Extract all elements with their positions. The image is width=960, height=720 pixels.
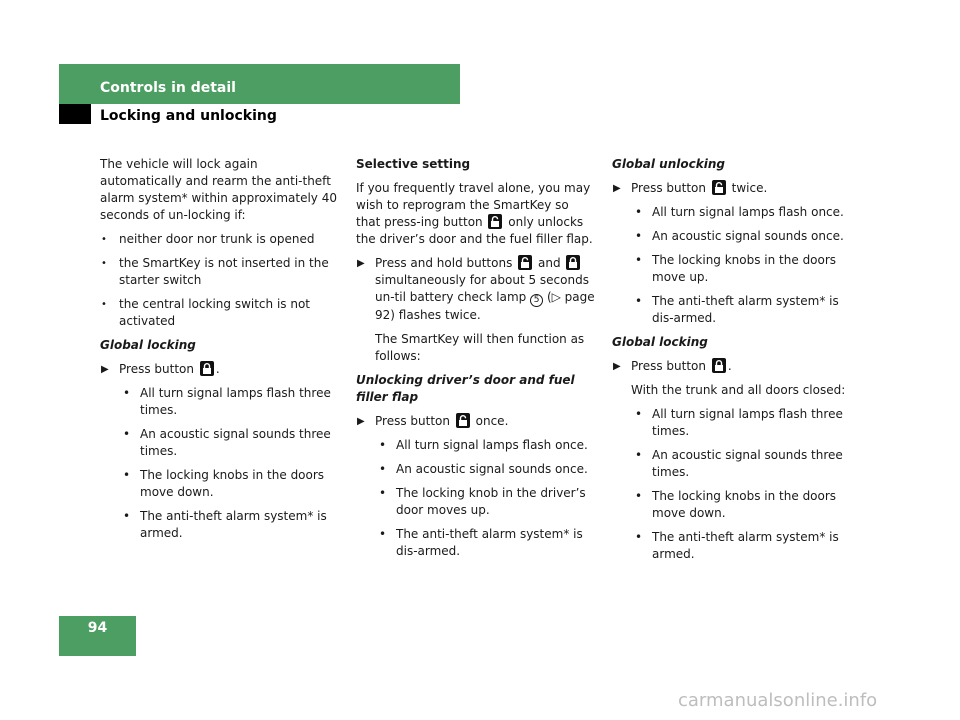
- arrow-icon: ▶: [357, 416, 365, 427]
- bullet: •: [635, 253, 643, 267]
- function-note: The SmartKey will then function as follows:: [375, 332, 585, 363]
- list-item: • neither door nor trunk is opened: [101, 232, 315, 246]
- bullet: •: [123, 509, 131, 523]
- lock-icon: [712, 358, 726, 373]
- battery-lamp-number: 5: [530, 294, 543, 307]
- bullet: •: [635, 294, 643, 308]
- header-tab: [59, 104, 91, 124]
- instruction-step: ▶ Press button .: [613, 359, 732, 373]
- instruction-step: ▶ Press button twice.: [613, 181, 768, 195]
- list-item: • All turn signal lamps flash once.: [635, 205, 844, 219]
- section-title: Controls in detail: [100, 80, 236, 96]
- list-item: • The anti-theft alarm system* is armed.: [123, 509, 327, 540]
- auto-relock-intro: The vehicle will lock again automatically and rearm the anti-theft alarm system* within approximately 40 seconds of un-locking if:: [100, 157, 337, 222]
- bullet: •: [635, 448, 643, 462]
- instruction-step: ▶ Press button .: [101, 362, 220, 376]
- bullet: •: [635, 407, 643, 421]
- list-item: • An acoustic signal sounds three times.: [635, 448, 843, 479]
- list-item: • The anti-theft alarm system* is dis-armed.: [635, 294, 839, 325]
- page-reference: (▷ page 92): [375, 290, 595, 322]
- list-item: • The locking knobs in the doors move up.: [635, 253, 837, 284]
- unlock-icon: [456, 413, 470, 428]
- column-1: [100, 156, 340, 549]
- lock-icon: [200, 361, 214, 376]
- instruction-step: ▶ Press and hold buttons and simultaneously for about 5 seconds un-til battery check lamp 5 (▷ page 92) flashes twice.: [357, 256, 595, 322]
- list-item: • An acoustic signal sounds once.: [635, 229, 844, 243]
- list-item: • The locking knob in the driver’s door moves up.: [379, 486, 586, 517]
- selective-setting-heading: Selective setting: [356, 157, 471, 171]
- bullet: •: [101, 299, 107, 310]
- instruction-step: ▶ Press button once.: [357, 414, 509, 428]
- list-item: • the SmartKey is not inserted in the starter switch: [101, 256, 329, 287]
- list-item: • The locking knobs in the doors move down.: [123, 468, 325, 499]
- arrow-icon: ▶: [101, 364, 109, 375]
- unlock-icon: [518, 255, 532, 270]
- bullet: •: [379, 462, 387, 476]
- bullet: •: [123, 386, 131, 400]
- locking-condition: With the trunk and all doors closed:: [631, 383, 846, 397]
- bullet: •: [379, 486, 387, 500]
- list-item: • All turn signal lamps flash three times.: [635, 407, 843, 438]
- list-item: • The anti-theft alarm system* is dis-armed.: [379, 527, 583, 558]
- bullet: •: [379, 438, 387, 452]
- list-item: • An acoustic signal sounds three times.: [123, 427, 331, 458]
- global-locking-heading: Global locking: [100, 338, 196, 352]
- list-item: • An acoustic signal sounds once.: [379, 462, 588, 476]
- subsection-title: Locking and unlocking: [100, 108, 277, 124]
- list-item: • the central locking switch is not activated: [101, 297, 311, 328]
- global-locking-heading: Global locking: [612, 335, 708, 349]
- list-item: • All turn signal lamps flash three times.: [123, 386, 331, 417]
- list-item: • All turn signal lamps flash once.: [379, 438, 588, 452]
- selective-setting-intro: If you frequently travel alone, you may wish to reprogram the SmartKey so that press-ing button only unlocks the driver’s door and the fuel filler flap.: [356, 181, 593, 246]
- lock-icon: [566, 255, 580, 270]
- bullet: •: [101, 234, 107, 245]
- page-number: 94: [87, 620, 108, 636]
- bullet: •: [635, 530, 643, 544]
- watermark: carmanualsonline.info: [678, 690, 878, 711]
- column-2: [356, 156, 596, 567]
- bullet: •: [123, 468, 131, 482]
- bullet: •: [635, 229, 643, 243]
- bullet: •: [101, 258, 107, 269]
- arrow-icon: ▶: [613, 183, 621, 194]
- global-unlocking-heading: Global unlocking: [612, 157, 725, 171]
- list-item: • The anti-theft alarm system* is armed.: [635, 530, 839, 561]
- arrow-icon: ▶: [357, 258, 365, 269]
- bullet: •: [123, 427, 131, 441]
- bullet: •: [635, 205, 643, 219]
- list-item: • The locking knobs in the doors move down.: [635, 489, 837, 520]
- unlocking-driver-heading: Unlocking driver’s door and fuel filler flap: [356, 373, 575, 404]
- bullet: •: [379, 527, 387, 541]
- unlock-icon: [488, 214, 502, 229]
- arrow-icon: ▶: [613, 361, 621, 372]
- column-3: [612, 156, 852, 570]
- bullet: •: [635, 489, 643, 503]
- unlock-icon: [712, 180, 726, 195]
